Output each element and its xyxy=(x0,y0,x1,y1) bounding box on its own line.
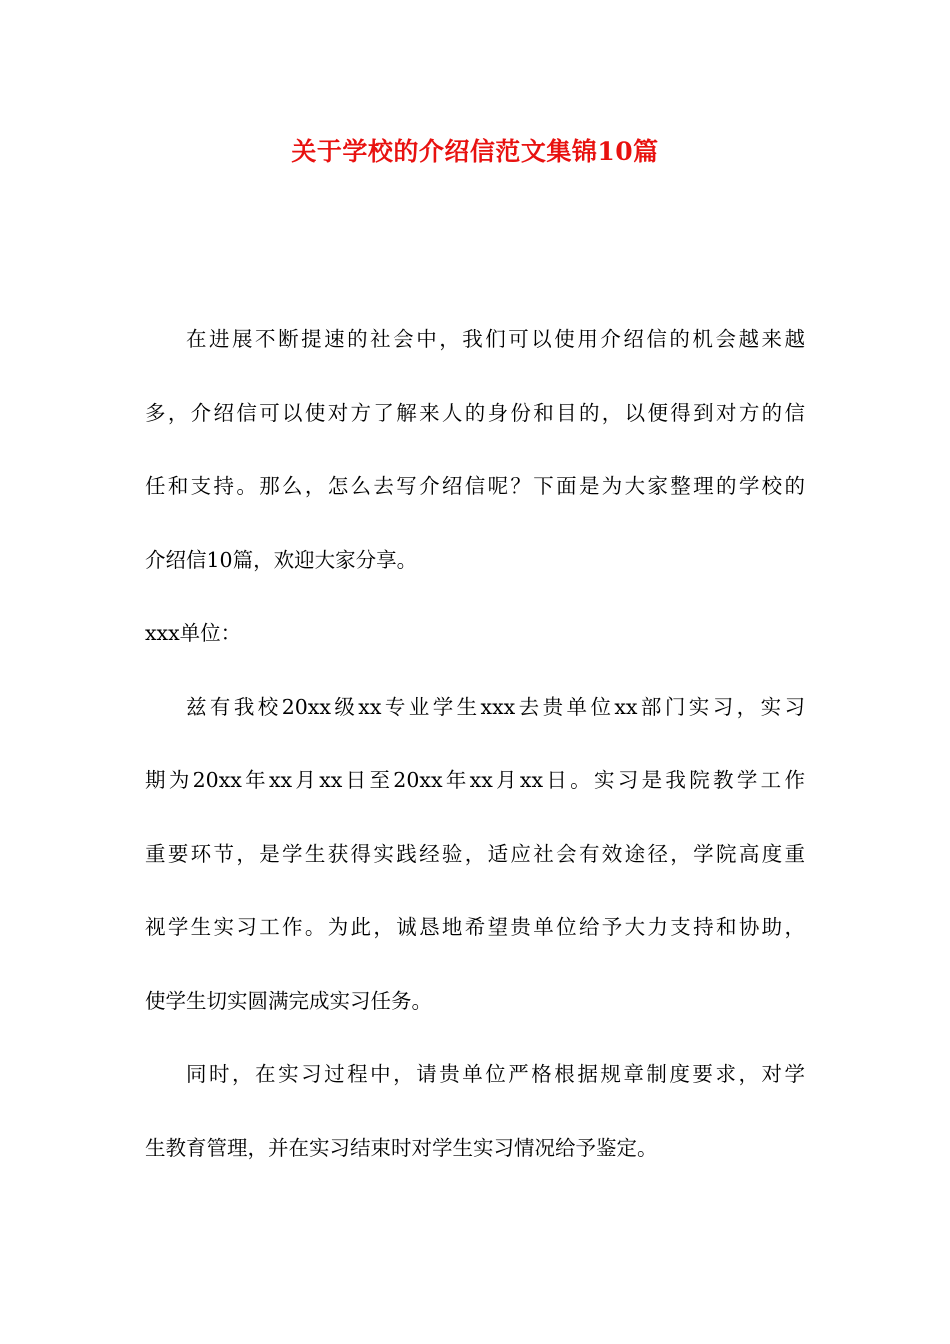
text-line: 同时，在实习过程中，请贵单位严格根据规章制度要求，对学 xyxy=(186,1062,805,1086)
text-line: 生教育管理，并在实习结束时对学生实习情况给予鉴定。 xyxy=(145,1135,658,1160)
text-line: 介绍信10篇，欢迎大家分享。 xyxy=(145,547,418,572)
text-line: 视学生实习工作。为此，诚恳地希望贵单位给予大力支持和协助， xyxy=(145,915,805,939)
document-body xyxy=(145,303,805,1185)
text-line: 任和支持。那么，怎么去写介绍信呢？下面是为大家整理的学校的 xyxy=(145,474,805,498)
body-paragraph-2 xyxy=(145,1038,805,1185)
text-line: 使学生切实圆满完成实习任务。 xyxy=(145,988,432,1013)
text-line: 在进展不断提速的社会中，我们可以使用介绍信的机会越来越 xyxy=(186,327,805,351)
body-paragraph-1 xyxy=(145,671,805,1039)
salutation-text: xxx单位： xyxy=(145,621,242,645)
text-line: 多，介绍信可以使对方了解来人的身份和目的，以便得到对方的信 xyxy=(145,400,805,425)
text-line: 期为20xx年xx月xx日至20xx年xx月xx日。实习是我院教学工作 xyxy=(145,768,805,792)
intro-paragraph xyxy=(145,303,805,597)
text-line: 兹有我校20xx级xx专业学生xxx去贵单位xx部门实习，实习 xyxy=(186,694,805,719)
document-title: 关于学校的介绍信范文集锦10篇 xyxy=(291,137,659,166)
text-line: 重要环节，是学生获得实践经验，适应社会有效途径，学院高度重 xyxy=(145,841,805,866)
salutation xyxy=(145,597,805,671)
